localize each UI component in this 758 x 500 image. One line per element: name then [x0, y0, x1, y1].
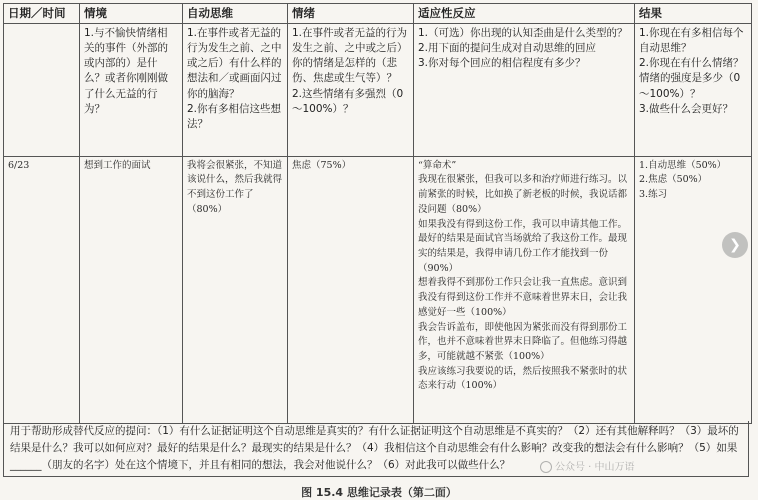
- header-emotion: 情绪: [288, 4, 414, 24]
- question-item: 2.用下面的提问生成对自动思维的回应: [418, 41, 597, 54]
- question-emotion: [288, 23, 414, 156]
- response-item: 如果我没有得到这份工作，我可以申请其他工作。最好的结果是面试官当场就给了我这份工作。最现实的结果是，我得申请几份工作才能找到一份（90%）: [418, 218, 628, 274]
- response-item: “算命术”: [418, 159, 457, 171]
- guiding-questions-box: 用于帮助形成替代反应的提问：（1）有什么证据证明这个自动思维是真实的？有什么证据证明这个自动思维是不真实的？（2）还有其他解释吗？（3）最坏的结果是什么？我可以如何应对？最好的结果是什么？最现实的结果是什么？（4）我相信这个自动思维会有什么影响？改变我的想法会有什么影响？（5）如果______（朋友的名字）处在这个情境下，并且有相同的想法，我会对他说什么？（6）对此我可以做些什么？: [3, 421, 749, 477]
- question-item: 3.你对每个回应的相信程度有多少？: [418, 57, 586, 70]
- entry-date: 6/23: [4, 156, 80, 423]
- watermark-text: 公众号 · 中山万语: [555, 462, 635, 473]
- figure-caption: 图 15.4 思维记录表（第二面）: [301, 486, 457, 499]
- entry-row: [4, 156, 752, 423]
- question-item: 1.在事件或者无益的行为发生之前、之中或之后）你的情绪是怎样的（悲伤、焦虑或生气等）？: [292, 26, 408, 85]
- response-item: 我会告诉盖布，即使他因为紧张而没有得到那份工作，也并不意味着世界末日降临了。但他练习得越多，可能就越不紧张（100%）: [418, 321, 628, 363]
- thought-record-table: [3, 3, 752, 424]
- outcome-item: 3.练习: [639, 189, 668, 201]
- header-outcome: 结果: [635, 4, 752, 24]
- question-item: 2.你有多相信这些想法？: [187, 102, 282, 130]
- header-situation: 情境: [80, 4, 183, 24]
- question-item: 1.你现在有多相信每个自动思维？: [639, 26, 744, 54]
- header-date: 日期／时间: [4, 4, 80, 24]
- header-response: 适应性反应: [414, 4, 635, 24]
- outcome-item: 2.焦虑（50%）: [639, 174, 708, 186]
- question-date: [4, 23, 80, 156]
- question-auto-thought: [183, 23, 288, 156]
- entry-emotion: 焦虑（75%）: [288, 156, 414, 423]
- question-item: 2.你现在有什么情绪？情绪的强度是多少（0～100%）？: [639, 57, 744, 100]
- next-page-arrow-icon[interactable]: ❯: [722, 232, 748, 258]
- header-row: [4, 4, 752, 24]
- entry-response: [414, 156, 635, 423]
- question-item: 1.（可选）你出现的认知歪曲是什么类型的？: [418, 26, 628, 39]
- question-outcome: [635, 23, 752, 156]
- response-item: 我应该练习我要说的话，然后按照我不紧张时的状态来行动（100%）: [418, 365, 628, 392]
- question-row: [4, 23, 752, 156]
- response-item: 我现在很紧张，但我可以多和治疗师进行练习。以前紧张的时候，比如换了新老板的时候，我说话都没问题（80%）: [418, 174, 628, 215]
- question-item: 3.做些什么会更好？: [639, 102, 734, 115]
- entry-situation: 想到工作的面试: [80, 156, 183, 423]
- header-auto-thought: 自动思维: [183, 4, 288, 24]
- entry-auto-thought: 我将会很紧张，不知道该说什么，然后我就得不到这份工作了（80%）: [183, 156, 288, 423]
- entry-outcome: [635, 156, 752, 423]
- outcome-item: 1.自动思维（50%）: [639, 159, 727, 171]
- question-item: 2.这些情绪有多强烈（0～100%）？: [292, 87, 404, 115]
- wechat-icon: [540, 461, 552, 473]
- question-situation: [80, 23, 183, 156]
- watermark: [540, 458, 635, 473]
- question-item: 1.与不愉快情绪相关的事件（外部的或内部的）是什么？或者你刚刚做了什么无益的行为？: [84, 26, 168, 115]
- question-response: [414, 23, 635, 156]
- question-item: 1.在事件或者无益的行为发生之前、之中或之后）有什么样的想法和／或画面闪过你的脑海？: [187, 26, 282, 100]
- response-item: 想着我得不到那份工作只会让我一直焦虑。意识到我没有得到这份工作并不意味着世界末日，会让我感觉好一些（100%）: [418, 277, 628, 318]
